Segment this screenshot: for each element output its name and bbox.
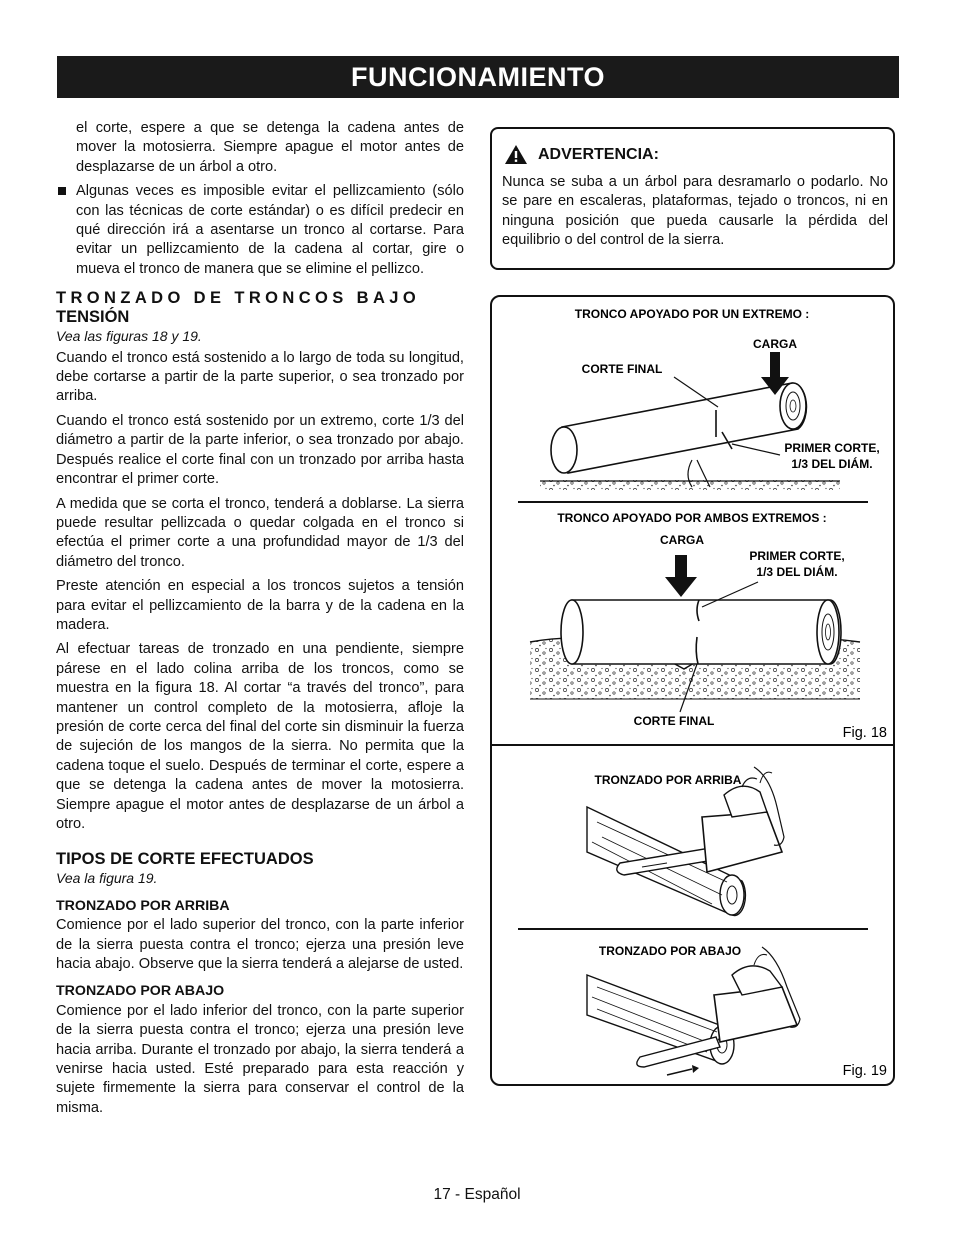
fig19-overcut-illustration [587,767,784,915]
subheading-abajo: TRONZADO POR ABAJO [56,983,225,1000]
paragraph: Al efectuar tareas de tronzado en una pendiente, siempre párese en el lado colina arriba de los troncos, como se muestra en la figura 18. Al cortar “a través del tronco”, para mantener un control completo de la motosierra, afloje la presión de corte cerca del final del corte sin disminuir la fuerza de sujeción de los mangos de la sierra. No permita que la cadena toque el suelo. Después de terminar el corte, espere a que se detenga la cadena antes de mover la motosierra. Siempre apague el motor antes de desplazarse de un árbol a otro. [56,641,464,832]
warning-title-text: ADVERTENCIA: [538,145,659,163]
fig19-undercut-illustration [587,947,800,1075]
warning-text: Nunca se suba a un árbol para desramarlo o podarlo. No se pare en escaleras, plataformas, tejado o troncos, ni en ninguna posición que pueda causarle la pérdida del equilibrio o del control de la sierra. [502,174,888,249]
subheading-arriba: TRONZADO POR ARRIBA [56,897,230,914]
paragraph: Cuando el tronco está sostenido por un extremo, corte 1/3 del diámetro a partir de la parte inferior, o sea tronzado por abajo. Después realice el corte final con un tronzado por arriba hasta encontrar el primer corte. [56,412,464,488]
figure-illustrations [492,297,893,1084]
fig19-label-arriba: TRONZADO POR ARRIBA [594,773,742,787]
fig18-title-one-end: TRONCO APOYADO POR UN EXTREMO : [574,307,810,321]
warning-triangle-icon [504,144,528,165]
page-title: FUNCIONAMIENTO [57,56,899,98]
fig18-label-corte-final: CORTE FINAL [581,362,663,376]
paragraph: Cuando el tronco está sostenido a lo largo de toda su longitud, debe cortarse a partir de la parte superior, o sea tronzado por arriba. [56,349,464,405]
figure-box [490,295,895,1086]
fig18-label-carga-2: CARGA [660,533,704,547]
fig18-label-corte-final-2: CORTE FINAL [633,714,715,728]
figure-reference: Vea la figura 19. [56,870,158,887]
paragraph-continuation: el corte, espere a que se detenga la cadena antes de mover la motosierra. Siempre apague el motor antes de desplazarse de un árbol a otro. [76,120,464,175]
bullet-text: Algunas veces es imposible evitar el pellizcamiento (sólo con las técnicas de corte estándar) o es difícil predecir en qué dirección irá a asentarse un tronco al cortarse. Para evitar un pellizcamiento de la cadena al cortar, gire o mueva el tronco de manera que se elimine el pellizco. [76,183,464,277]
paragraph: A medida que se corta el tronco, tenderá a doblarse. La sierra puede resultar pellizcada o quedar colgada en el tronco si efectúa el primer corte a una profundidad mayor de 1/3 del diámetro del tronco. [56,495,464,570]
bullet-item [56,182,464,279]
fig18-label-carga: CARGA [753,337,797,351]
fig19-caption: Fig. 19 [842,1063,887,1079]
paragraph: Comience por el lado inferior del tronco, con la parte superior de la sierra puesta contra el tronco; ejerza una presión leve hacia arriba. Durante el tronzado por abajo, la sierra tenderá a venirse hacia usted. Esté preparado para esta reacción y sujete firmemente la sierra para conservar el control de la misma. [56,1002,464,1116]
fig18-caption: Fig. 18 [842,725,887,741]
fig18-log-one-end [518,352,868,502]
fig18-label-diametro: 1/3 DEL DIÁM. [791,457,873,471]
paragraph: Comience por el lado superior del tronco, con la parte inferior de la sierra puesta contra el tronco; ejerza una presión leve hacia abajo. Observe que la sierra tenderá a alejarse de usted. [56,917,464,973]
fig19-label-abajo: TRONZADO POR ABAJO [598,944,742,958]
warning-title [504,144,659,165]
fig18-label-primer-corte: PRIMER CORTE, [784,441,880,455]
section-heading-tronzado-line2: TENSIÓN [56,308,130,327]
warning-box [490,127,895,270]
paragraph: Preste atención en especial a los troncos sujetos a tensión para evitar el pellizcamiento de la barra y de la cadena en la madera. [56,578,464,633]
section-heading-tipos: TIPOS DE CORTE EFECTUADOS [56,850,314,869]
square-bullet-icon [58,187,66,195]
fig18-label-primer-corte-2: PRIMER CORTE, [749,549,845,563]
figure-reference: Vea las figuras 18 y 19. [56,328,202,345]
fig18-label-diametro-2: 1/3 DEL DIÁM. [756,565,838,579]
page-number: 17 - Español [433,1186,521,1203]
section-heading-tronzado: TRONZADO DE TRONCOS BAJO [56,289,421,308]
fig18-title-both-ends: TRONCO APOYADO POR AMBOS EXTREMOS : [557,511,827,525]
main-text-column [56,119,464,1123]
